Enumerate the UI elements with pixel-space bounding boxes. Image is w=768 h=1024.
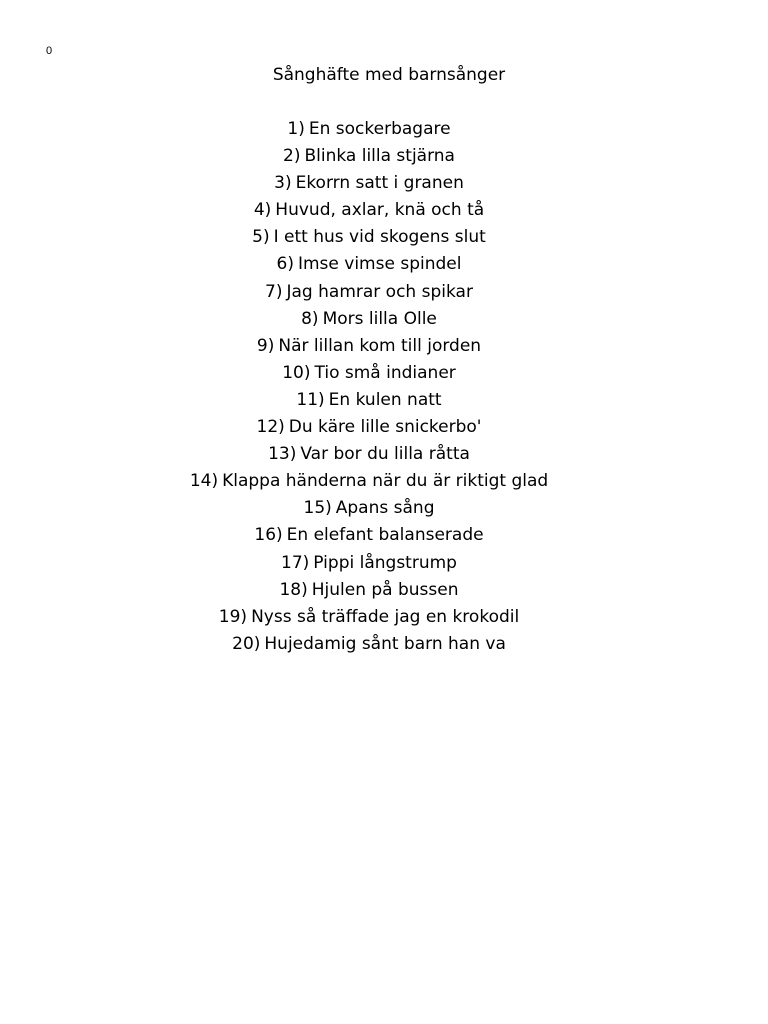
list-item xyxy=(0,495,738,522)
song-number: 16) xyxy=(254,525,283,546)
song-title: Blinka lilla stjärna xyxy=(304,146,455,167)
song-title: Nyss så träffade jag en krokodil xyxy=(251,606,520,627)
song-title: Apans sång xyxy=(335,498,435,519)
list-item xyxy=(0,333,738,360)
song-title: Hujedamig sånt barn han va xyxy=(264,633,506,654)
song-title: En sockerbagare xyxy=(308,119,451,139)
song-title: Mors lilla Olle xyxy=(322,308,437,329)
song-title: En elefant balanserade xyxy=(286,525,484,546)
song-number: 15) xyxy=(303,498,332,519)
song-title: Ekorrn satt i granen xyxy=(295,173,464,194)
song-number: 6) xyxy=(276,254,294,275)
song-title: Pippi långstrump xyxy=(313,552,457,573)
song-title: När lillan kom till jorden xyxy=(278,335,482,356)
song-number: 11) xyxy=(296,389,325,410)
list-item xyxy=(0,306,738,333)
song-number: 7) xyxy=(265,281,283,302)
song-number: 2) xyxy=(283,146,301,167)
list-item xyxy=(0,441,738,468)
song-title: Hjulen på bussen xyxy=(311,579,459,600)
song-title: Var bor du lilla råtta xyxy=(300,444,470,465)
list-item xyxy=(0,360,738,387)
song-number: 18) xyxy=(279,579,308,600)
song-title: Huvud, axlar, knä och tå xyxy=(275,200,485,221)
song-title: Du käre lille snickerbo' xyxy=(288,417,482,438)
list-item xyxy=(0,414,738,441)
song-title: Jag hamrar och spikar xyxy=(286,281,473,302)
song-number: 10) xyxy=(282,362,311,383)
page-number: 0 xyxy=(46,45,53,57)
song-number: 3) xyxy=(274,173,292,194)
song-number: 4) xyxy=(253,200,272,221)
list-item xyxy=(0,279,738,306)
list-item xyxy=(0,387,738,414)
list-item xyxy=(0,224,738,251)
song-number: 19) xyxy=(218,606,248,627)
song-title: I ett hus vid skogens slut xyxy=(273,227,486,248)
song-number: 8) xyxy=(301,308,319,329)
list-item xyxy=(0,143,738,170)
list-item xyxy=(0,170,738,197)
list-item xyxy=(0,522,738,549)
song-title: En kulen natt xyxy=(328,389,442,410)
song-number: 9) xyxy=(256,335,275,356)
song-number: 14) xyxy=(189,471,219,492)
list-item xyxy=(0,116,738,143)
page-title: Sånghäfte med barnsånger xyxy=(272,65,506,85)
song-title: Tio små indianer xyxy=(314,362,456,383)
list-item xyxy=(0,550,738,577)
list-item xyxy=(0,604,738,631)
song-title: Imse vimse spindel xyxy=(297,254,462,275)
list-item xyxy=(0,197,738,224)
song-title: Klappa händerna när du är riktigt glad xyxy=(222,471,549,492)
song-number: 5) xyxy=(252,227,270,248)
list-item xyxy=(0,251,738,278)
song-number: 17) xyxy=(281,552,310,573)
song-list xyxy=(0,116,738,658)
song-number: 12) xyxy=(256,417,285,438)
list-item xyxy=(0,468,738,495)
song-number: 20) xyxy=(232,633,261,654)
list-item xyxy=(0,631,738,658)
song-number: 1) xyxy=(287,119,305,139)
song-number: 13) xyxy=(268,444,297,465)
list-item xyxy=(0,577,738,604)
